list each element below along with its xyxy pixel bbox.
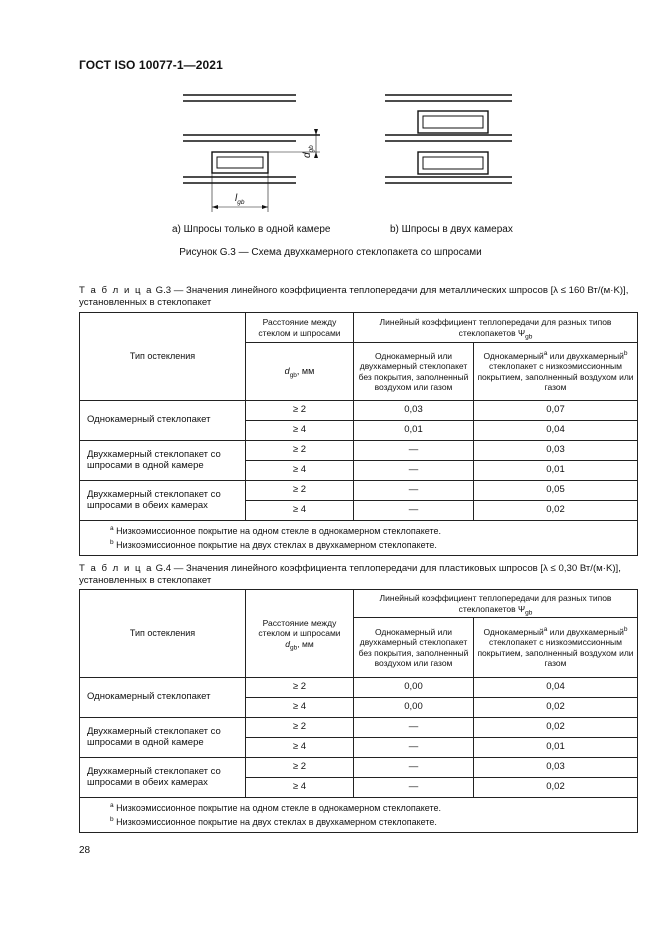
- table-row: ≥ 4 — 0,02: [80, 778, 638, 798]
- table-row: Двухкамерный стеклопакет со шпросами в обеих камерах ≥ 2 — 0,03: [80, 758, 638, 778]
- table-g3-title: Т а б л и ц а G.3 — Значения линейного коэффициента теплопередачи для металлических шпросов [λ ≤ 160 Вт/(м·K)], установленных в стеклопакет: [79, 285, 629, 308]
- header-glazing-type: Тип остекления: [80, 313, 246, 401]
- header-distance: Расстояние между стеклом и шпросами $d_{gb}$, мм: [246, 590, 354, 678]
- figure-title: Рисунок G.3 — Схема двухкамерного стеклопакета со шпросами: [179, 247, 482, 258]
- table-row: Двухкамерный стеклопакет со шпросами в одной камере ≥ 2 — 0,02: [80, 718, 638, 738]
- header-uncoated: Однокамерный или двухкамерный стеклопакет без покрытия, заполненный воздухом или газом: [354, 343, 474, 401]
- header-low-e: Однокамерный$^a$ или двухкамерный$^b$ стеклопакет с низкоэмиссионным покрытием, заполненный воздухом или газом: [474, 343, 638, 401]
- table-row: Двухкамерный стеклопакет со шпросами в обеих камерах ≥ 2 — 0,05: [80, 481, 638, 501]
- table-row: Двухкамерный стеклопакет со шпросами в одной камере ≥ 2 — 0,03: [80, 441, 638, 461]
- footnote-b: $^b$ Низкоэмиссионное покрытие на двух стеклах в двухкамерном стеклопакете.: [110, 539, 437, 550]
- table-row: ≥ 4 — 0,01: [80, 738, 638, 758]
- document-header: ГОСТ ISO 10077-1—2021: [79, 58, 223, 72]
- table-g3: [79, 312, 638, 556]
- header-psi: Линейный коэффициент теплопередачи для разных типов стеклопакетов $\Psi_{gb}$: [354, 590, 638, 618]
- header-psi: Линейный коэффициент теплопередачи для разных типов стеклопакетов $\Psi_{gb}$: [354, 313, 638, 343]
- footnote-a: $^a$ Низкоэмиссионное покрытие на одном стекле в однокамерном стеклопакете.: [110, 525, 441, 536]
- diagram-b-two-chambers: [385, 95, 512, 183]
- header-glazing-type: Тип остекления: [80, 590, 246, 678]
- footnote-b: $^b$ Низкоэмиссионное покрытие на двух стеклах в двухкамерном стеклопакете.: [110, 816, 437, 827]
- table-row: ≥ 4 0,00 0,02: [80, 698, 638, 718]
- dimension-d-gb-label: $d_{gb}$: [302, 145, 315, 158]
- figure-caption-b: b) Шпросы в двух камерах: [390, 224, 513, 235]
- header-d-gb: $d_{gb}$, мм: [246, 343, 354, 401]
- footnote-a: $^a$ Низкоэмиссионное покрытие на одном стекле в однокамерном стеклопакете.: [110, 802, 441, 813]
- figure-g3-diagram: [0, 0, 661, 240]
- table-row: Однокамерный стеклопакет ≥ 2 0,00 0,04: [80, 678, 638, 698]
- table-row: Однокамерный стеклопакет ≥ 2 0,03 0,07: [80, 401, 638, 421]
- table-row: ≥ 4 — 0,01: [80, 461, 638, 481]
- table-row: ≥ 4 — 0,02: [80, 501, 638, 521]
- header-low-e: Однокамерный$^a$ или двухкамерный$^b$ стеклопакет с низкоэмиссионным покрытием, заполненный воздухом или газом: [474, 618, 638, 678]
- page-number: 28: [79, 845, 91, 856]
- dimension-l-gb-label: $l_{gb}$: [235, 193, 245, 206]
- table-g4-title: Т а б л и ц а G.4 — Значения линейного коэффициента теплопередачи для пластиковых шпросов [λ ≤ 0,30 Вт/(м·K)], установленных в стеклопакет: [79, 563, 621, 586]
- table-g4-footnotes: [80, 798, 638, 833]
- figure-caption-a: a) Шпросы только в одной камере: [172, 224, 331, 235]
- table-g4: [79, 589, 638, 833]
- header-distance: Расстояние между стеклом и шпросами: [246, 313, 354, 343]
- diagram-a-single-chamber: [183, 95, 320, 212]
- table-row: ≥ 4 0,01 0,04: [80, 421, 638, 441]
- table-g3-footnotes: [80, 521, 638, 556]
- header-uncoated: Однокамерный или двухкамерный стеклопакет без покрытия, заполненный воздухом или газом: [354, 618, 474, 678]
